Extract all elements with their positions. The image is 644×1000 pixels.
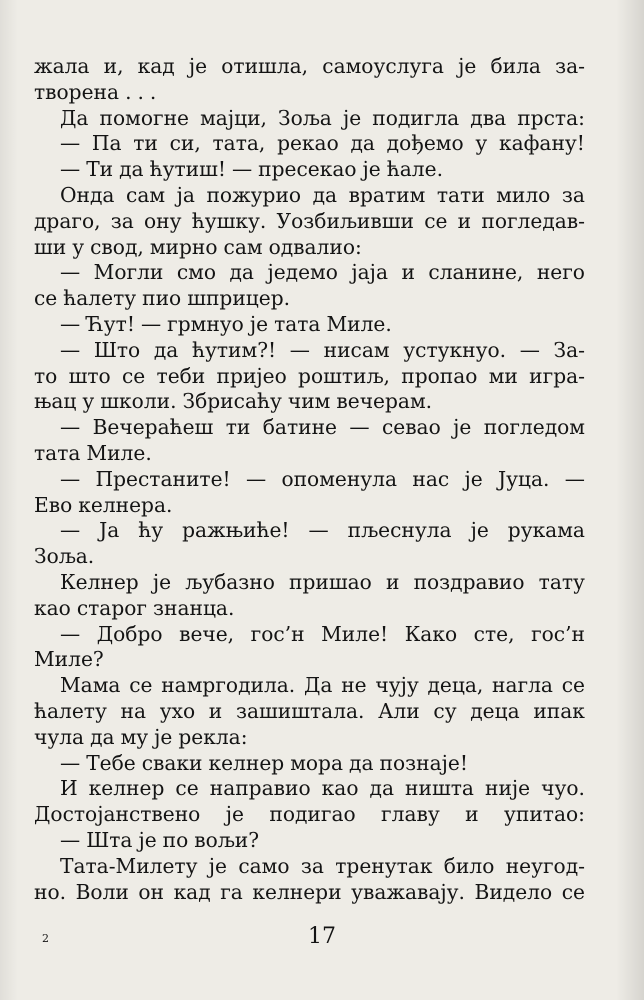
text-line: — Шта је по вољи? [60, 827, 260, 852]
signature-mark: 2 [42, 932, 49, 945]
page-number: 17 [308, 924, 336, 949]
text-line: као старог знанца. [34, 595, 235, 620]
text-line: Зоља. [34, 544, 95, 569]
page-edge-shadow-right [616, 0, 644, 1000]
text-line: Ево келнера. [34, 492, 173, 517]
text-line: — Тебе сваки келнер мора да познаје! [60, 750, 468, 775]
text-line: Миле? [34, 647, 104, 672]
body-text [34, 54, 585, 905]
page-edge-shadow-left [0, 0, 18, 1000]
text-line: ши у свод, мирно сам одвалио: [34, 234, 362, 259]
text-line: Келнер је љубазно пришао и поздравио тату [60, 569, 585, 594]
text-line: — Па ти си, тата, рекао да дођемо у кафану! [60, 131, 585, 156]
text-line: — Престаните! — опоменула нас је Јуца. — [60, 466, 585, 491]
text-line: но. Воли он кад га келнери уважавају. Видело се [34, 879, 585, 904]
text-line: — Ћут! — грмнуо је тата Миле. [60, 311, 392, 336]
text-line: тата Миле. [34, 440, 152, 465]
text-line: Достојанствено је подигао главу и упитао: [34, 802, 585, 827]
text-line: — Добро вече, гос’н Миле! Како сте, гос’н [60, 621, 585, 646]
text-line: — Могли смо да једемо јаја и сланине, него [60, 260, 585, 285]
text-line: жала и, кад је отишла, самоуслуга је била за- [34, 54, 585, 78]
text-line: Онда сам ја пожурио да вратим тати мило за [60, 182, 585, 207]
text-line: — Ти да ћутиш! — пресекао је ћале. [60, 157, 443, 182]
text-line: — Што да ћутим?! — нисам устукнуо. — За- [60, 337, 585, 362]
text-line: творена . . . [34, 79, 157, 104]
text-line: њац у школи. Збрисаћу чим вечерам. [34, 389, 433, 414]
text-line: Да помогне мајци, Зоља је подигла два прста: [60, 105, 585, 130]
text-line: Мама се намргодила. Да не чују деца, нагла се [60, 673, 585, 698]
text-line: — Вечераћеш ти батине — севао је погледом [60, 415, 585, 440]
text-line: то што се теби пријео роштиљ, пропао ми игра- [34, 363, 585, 388]
text-line: И келнер се направио као да ништа није чуо. [60, 776, 585, 801]
text-line: — Ја ћу ражњиће! — пљеснула је рукама [60, 518, 585, 543]
text-line: ћалету на ухо и зашиштала. Али су деца ипак [34, 698, 585, 723]
text-line: се ћалету пио шприцер. [34, 286, 291, 311]
text-line: Тата-Милету је само за тренутак било неугод- [60, 853, 585, 878]
text-line: чула да му је рекла: [34, 724, 248, 749]
text-line: драго, за ону ћушку. Уозбиљивши се и погледав- [34, 208, 585, 233]
